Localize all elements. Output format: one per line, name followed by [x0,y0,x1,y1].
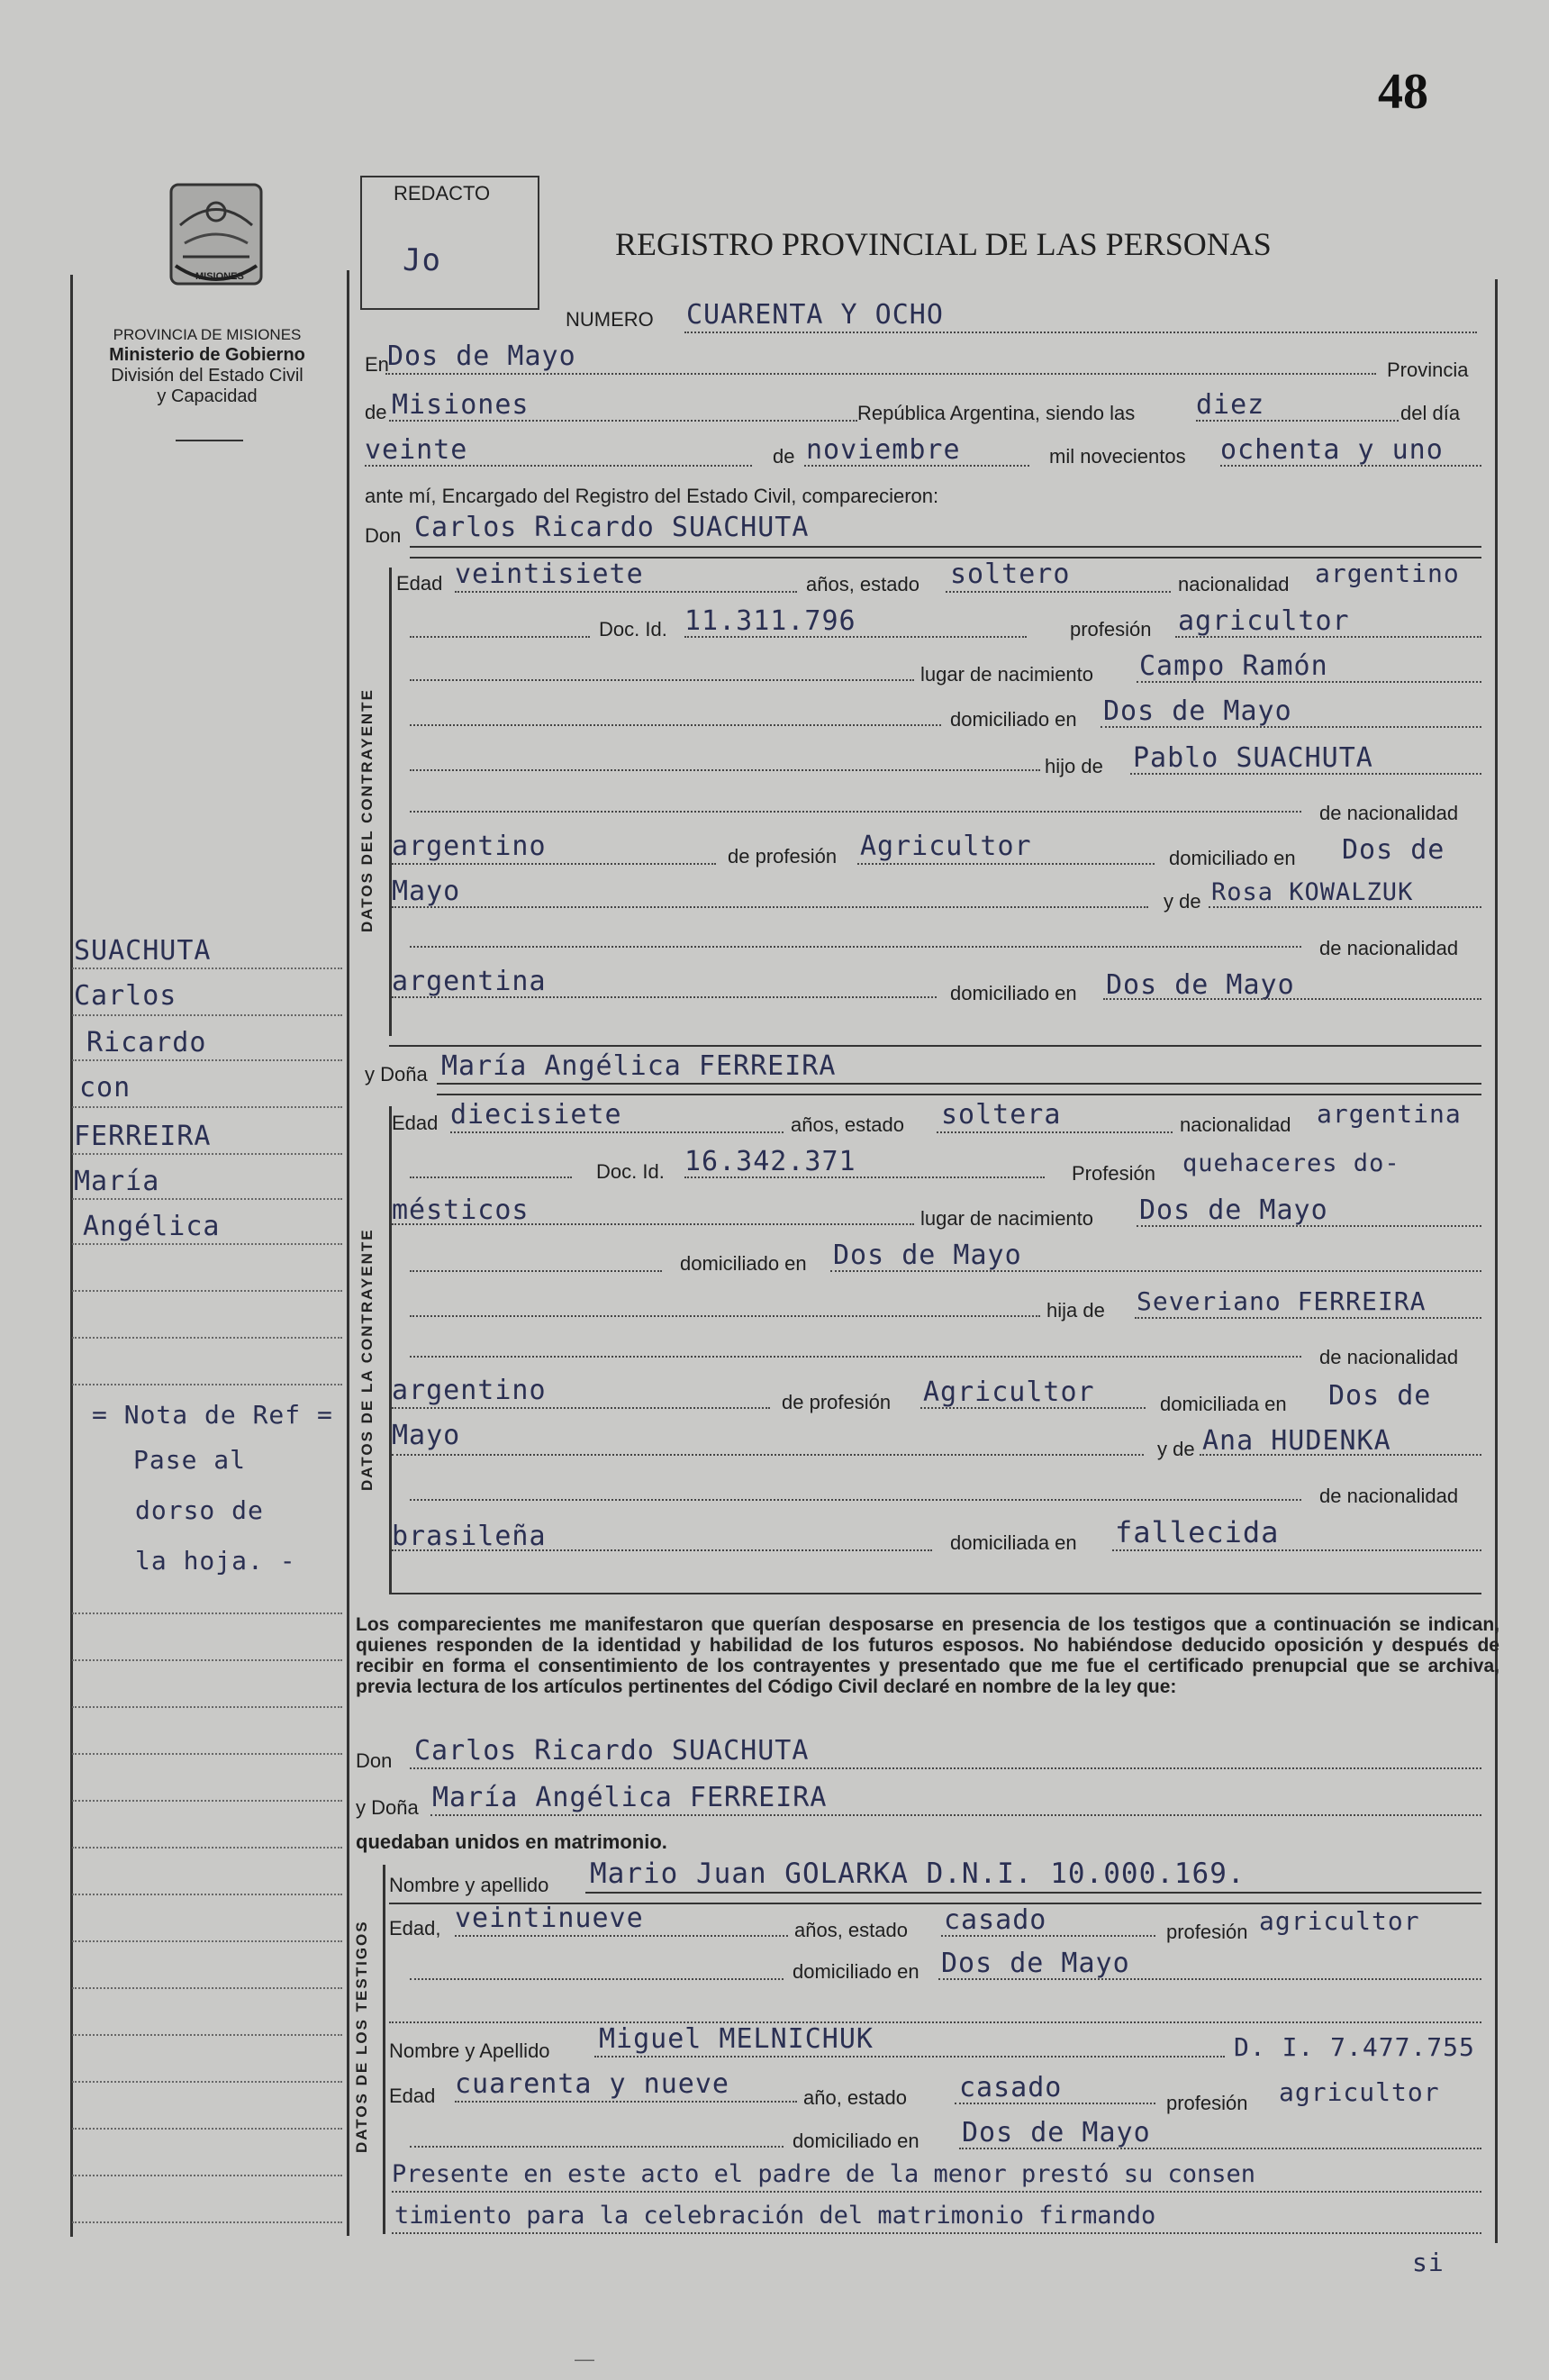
c-madre-dom: Dos de Mayo [1106,969,1295,1001]
margin-nota-4: la hoja. - [135,1546,296,1576]
c-nac: argentino [1315,559,1460,588]
t1-prof-label: profesión [1166,1921,1248,1943]
c-padre-nac: argentino [392,831,547,862]
margin-rule [72,1894,342,1895]
testigos-nota-line2-rule [392,2232,1481,2234]
margin-rule [72,2034,342,2036]
f-padre-dom1: Dos de [1328,1380,1432,1412]
redacto-box [360,176,539,310]
t2-estado: casado [959,2072,1063,2103]
margin-rule [72,1198,342,1200]
de2-label: de [773,445,795,468]
org-ministry: Ministerio de Gobierno [109,345,305,365]
f-dom: Dos de Mayo [833,1240,1022,1271]
c-padre-prof: Agricultor [860,831,1032,862]
mil-label: mil novecientos [1049,445,1186,468]
c-padre-dom2: Mayo [392,876,461,907]
decl-don-label: Don [356,1749,393,1772]
margin-name-6: María [74,1166,160,1197]
c-dom-label: domiciliado en [950,708,1077,731]
t2-nombre: Miguel MELNICHUK [599,2023,874,2055]
f-doc: 16.342.371 [684,1146,856,1177]
margin-rule [72,2175,342,2176]
t2-anios-label: año, estado [803,2086,907,2109]
f-yde-label: y de [1157,1438,1195,1460]
c-anios-label: años, estado [806,573,919,595]
margin-rule [72,1706,342,1708]
f-block-end-line [389,1593,1481,1594]
c-madre-dom-label: domiciliado en [950,982,1077,1004]
t1-dom-label: domiciliado en [793,1960,919,1983]
f-madre-dom-line [1112,1549,1481,1551]
c-padre-nac-label: de nacionalidad [1319,802,1459,824]
t2-prof: agricultor [1279,2077,1440,2107]
decl-quedaban: quedaban unidos en matrimonio. [356,1830,667,1853]
c-padre-nac-line [392,863,716,865]
c-dom-pre-line [410,724,941,726]
t2-nombre-label: Nombre y Apellido [389,2039,550,2062]
t2-estado-line [955,2103,1155,2104]
contrayenta-side-label: DATOS DE LA CONTRAYENTE [358,1228,376,1491]
margin-name-1: SUACHUTA [74,935,212,967]
c-nac-label: nacionalidad [1178,573,1290,595]
testigos-bracket [383,1865,385,2234]
dia-line [365,465,752,467]
f-prof1: quehaceres do- [1182,1149,1400,1177]
f-padre-pre-line [410,1356,1301,1358]
f-edad-label: Edad [392,1112,439,1134]
f-madre-dom-label: domiciliada en [950,1531,1077,1554]
t1-edad-label: Edad, [389,1917,441,1939]
c-madre: Rosa KOWALZUK [1211,878,1414,906]
margin-rule [72,1153,342,1155]
de-line [389,420,857,422]
t1-edad: veintinueve [455,1903,644,1934]
t2-edad-line [455,2101,797,2103]
f-padre-nac: argentino [392,1375,547,1406]
contrayente-nombre: Carlos Ricardo SUACHUTA [414,512,810,543]
en-label: En [365,353,389,376]
t1-edad-line [455,1935,788,1937]
mes-value: noviembre [806,434,961,466]
redacto-value: Jo [403,242,441,278]
c-lugar: Campo Ramón [1139,650,1328,682]
left-margin-border [70,275,73,2237]
contrayenta-nombre-line [437,1083,1481,1085]
decl-dona-label: y Doña [356,1796,419,1819]
f-doc-line [684,1176,1045,1178]
c-madre-dom-line [1103,998,1481,1000]
numero-label: NUMERO [566,308,654,331]
f-padre-nac-label: de nacionalidad [1319,1346,1459,1368]
c-padre-prof-line [857,863,1155,865]
t2-edad: cuarenta y nueve [455,2068,729,2100]
org-capacity: y Capacidad [157,386,258,406]
f-padre: Severiano FERREIRA [1137,1286,1427,1316]
testigos-nota-line1-rule [392,2191,1481,2193]
testigos-nota-line1: Presente en este acto el padre de la menor prestó su consen [392,2160,1256,2188]
f-nac-label: nacionalidad [1180,1113,1291,1136]
c-doc-pre-line [410,636,590,638]
f-madre-dom: fallecida [1115,1515,1280,1549]
f-padre-line [1135,1317,1481,1319]
horas-line [1196,420,1399,422]
c-padre-line [1130,773,1481,775]
f-dom-label: domiciliado en [680,1252,807,1275]
f-hija-label: hija de [1046,1299,1105,1322]
margin-rule [72,1940,342,1942]
contrayenta-nombre: María Angélica FERREIRA [441,1050,837,1082]
form-left-border [347,270,349,2236]
dia-value: veinte [365,434,468,466]
page-title: REGISTRO PROVINCIAL DE LAS PERSONAS [615,226,1272,262]
f-padre-dom-label: domiciliada en [1160,1393,1287,1415]
f-padre-prof-line [920,1407,1146,1409]
testigos-side-label: DATOS DE LOS TESTIGOS [353,1920,370,2153]
c-prof-line [1175,636,1481,638]
de-value: Misiones [392,389,530,421]
f-dom-pre-line [410,1270,662,1272]
f-madre-nac-label: de nacionalidad [1319,1485,1459,1507]
c-padre-pre-line [410,811,1301,813]
declaration-paragraph: Los comparecientes me manifestaron que querían desposarse en presencia de los testigos que a continuación se indican, quienes responden de la identidad y habilidad de los futuros esposos. No habiéndose deducido oposición y después de recibir en forma el consentimiento de los contrayentes y presentado que me fue el certificado prenupcial que se archiva, previa lectura de los artículos pertinentes del Código Civil declaré en nombre de la ley que: [356,1614,1499,1697]
don-label: Don [365,524,402,547]
contrayente-side-label: DATOS DEL CONTRAYENTE [358,688,376,932]
org-division: División del Estado Civil [111,366,303,386]
f-padre-dom2-line [392,1454,1144,1456]
margin-rule [72,1059,342,1061]
f-padre-prof: Agricultor [923,1376,1095,1408]
f-padre-prof-label: de profesión [782,1391,892,1413]
f-estado: soltera [941,1099,1062,1131]
t1-dom: Dos de Mayo [941,1948,1130,1979]
f-hija-pre-line [410,1315,1040,1317]
c-padre: Pablo SUACHUTA [1133,742,1373,774]
testigos-nota-line2: timiento para la celebración del matrimonio firmando [394,2202,1156,2230]
margin-name-4: con [79,1072,131,1104]
f-anios-label: años, estado [791,1113,904,1136]
t2-dom: Dos de Mayo [962,2117,1151,2148]
c-madre-nac-label: de nacionalidad [1319,937,1459,959]
c-block-end-line [389,1045,1481,1047]
t1-anios-label: años, estado [794,1919,908,1941]
c-lugar-line [1137,681,1481,683]
f-prof-label: Profesión [1072,1162,1155,1185]
t2-dom-line [959,2148,1481,2149]
t2-prof-label: profesión [1166,2092,1248,2114]
t2-edad-label: Edad [389,2085,436,2107]
margin-nota-2: Pase al [133,1445,247,1475]
c-padre-prof-label: de profesión [728,845,838,868]
t2-dom-label: domiciliado en [793,2130,919,2152]
t2-nombre-line [594,2056,1225,2058]
footer-mark: — [575,2348,594,2370]
margin-rule [72,1800,342,1802]
dona-label: y Doña [365,1063,428,1086]
margin-name-7: Angélica [83,1211,221,1242]
c-hijo-pre-line [410,769,1040,771]
margin-rule [72,1014,342,1016]
margin-name-2: Carlos [74,980,177,1012]
f-lugar: Dos de Mayo [1139,1195,1328,1226]
contrayente-nombre-line [410,546,1481,548]
f-edad-line [450,1131,784,1133]
mes-line [804,465,1029,467]
f-dom-line [830,1270,1481,1272]
c-madre-pre-line [410,946,1301,948]
c-madre-nac: argentina [392,966,547,997]
t1-nombre-line [585,1892,1481,1894]
t2-dni: D. I. 7.477.755 [1234,2032,1475,2062]
testigos-nota-line3: si [1412,2248,1445,2277]
margin-nota-3: dorso de [135,1495,264,1525]
c-estado-line [946,591,1171,593]
redacto-label: REDACTO [394,182,491,204]
provincia-label: Provincia [1387,359,1469,381]
t1-prof: agricultor [1259,1906,1420,1936]
margin-rule [72,1337,342,1339]
f-nac: argentina [1317,1099,1462,1129]
f-madre-line [1200,1454,1481,1456]
f-lugar-line [1137,1225,1481,1227]
republica-label: República Argentina, siendo las [857,402,1136,424]
de-label: de [365,401,387,423]
del-dia-label: del día [1400,402,1461,424]
f-padre-nac-line [392,1407,770,1409]
f-padre-dom2: Mayo [392,1420,461,1451]
margin-rule [72,1384,342,1385]
margin-rule [72,1612,342,1614]
f-prof2-line [392,1223,914,1225]
c-dom: Dos de Mayo [1103,695,1292,727]
contrayenta-nombre-underline [437,1094,1481,1095]
c-padre-dom2-line [392,906,1148,908]
page-number: 48 [1378,64,1428,120]
margin-rule [72,1753,342,1755]
margin-rule [72,1847,342,1849]
seal-text: MISIONES [195,271,244,282]
c-yde-label: y de [1164,890,1201,913]
province-seal [158,176,275,297]
f-lugar-label: lugar de nacimiento [920,1207,1094,1230]
org-block [72,324,342,407]
f-madre-nac-line [392,1549,932,1551]
c-doc-line [684,636,1027,638]
c-lugar-pre-line [410,679,914,681]
c-prof-label: profesión [1070,618,1152,640]
f-madre-nac: brasileña [392,1521,547,1552]
c-madre-line [1209,906,1481,908]
c-doc-label: Doc. Id. [599,618,667,640]
decl-dona: María Angélica FERREIRA [432,1782,828,1813]
margin-name-5: FERREIRA [74,1121,212,1152]
c-lugar-label: lugar de nacimiento [920,663,1094,686]
org-province: PROVINCIA DE MISIONES [113,326,302,343]
decl-don: Carlos Ricardo SUACHUTA [414,1735,810,1767]
f-prof2: mésticos [392,1195,530,1226]
f-doc-pre-line [410,1176,572,1178]
org-divider [176,440,243,441]
numero-value: CUARENTA Y OCHO [686,299,944,331]
t1-end-line [389,2021,1481,2023]
f-edad: diecisiete [450,1099,622,1131]
margin-name-3: Ricardo [86,1027,207,1058]
t1-estado: casado [944,1904,1047,1936]
f-doc-label: Doc. Id. [596,1160,665,1183]
margin-rule [72,1243,342,1245]
c-edad: veintisiete [455,559,644,590]
c-edad-label: Edad [396,572,443,595]
horas-value: diez [1196,389,1265,421]
en-value: Dos de Mayo [387,341,576,372]
t1-nombre-label: Nombre y apellido [389,1874,549,1896]
margin-rule [72,1987,342,1989]
c-madre-nac-line [392,996,937,998]
anio-line [1220,465,1481,467]
t1-nombre: Mario Juan GOLARKA D.N.I. 10.000.169. [590,1858,1246,1890]
f-madre: Ana HUDENKA [1202,1425,1391,1457]
margin-rule [72,2128,342,2130]
c-estado: soltero [950,559,1071,590]
c-doc: 11.311.796 [684,605,856,637]
numero-line [684,332,1477,333]
c-prof: agricultor [1178,605,1350,637]
c-padre-dom-label: domiciliado en [1169,847,1296,869]
c-hijo-label: hijo de [1045,755,1103,777]
decl-don-line [410,1767,1481,1769]
ante-label: ante mí, Encargado del Registro del Estado Civil, comparecieron: [365,485,939,507]
t2-dom-pre-line [410,2146,784,2148]
c-padre-dom1: Dos de [1342,834,1445,866]
margin-rule [72,1290,342,1292]
decl-dona-line [430,1814,1481,1816]
margin-rule [72,1659,342,1661]
margin-rule [72,2081,342,2083]
margin-rule [72,2221,342,2223]
margin-nota-1: = Nota de Ref = [92,1400,333,1430]
anio-value: ochenta y uno [1220,434,1444,466]
f-estado-line [937,1131,1173,1133]
margin-rule [72,1106,342,1108]
contrayenta-bracket [389,1106,392,1593]
c-edad-line [455,591,797,593]
margin-rule [72,967,342,969]
t1-dom-line [938,1978,1481,1980]
f-madre-pre-line [410,1499,1301,1501]
t1-estado-line [941,1935,1155,1937]
en-line [385,373,1376,375]
t1-dom-pre-line [410,1978,784,1980]
form-right-border [1495,279,1498,2243]
c-dom-line [1101,726,1481,728]
